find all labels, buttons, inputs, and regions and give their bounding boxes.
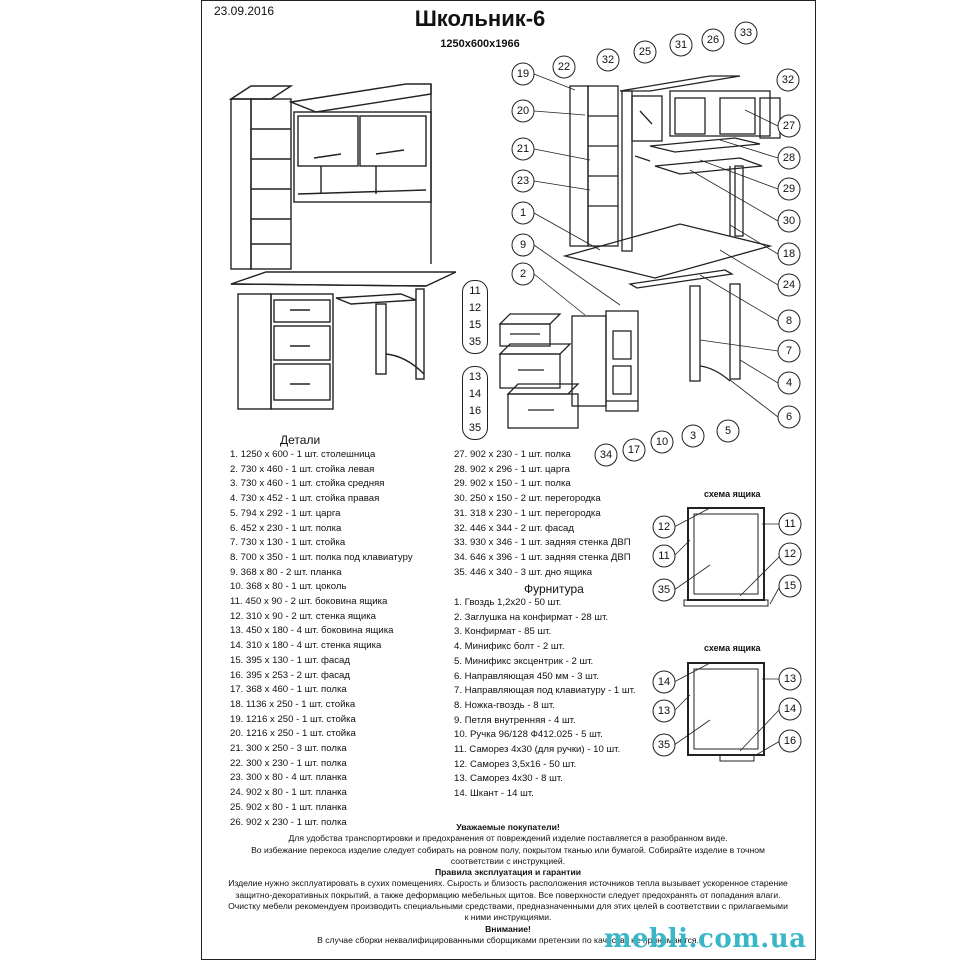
hardware-item: 1. Гвоздь 1,2х20 - 50 шт.: [454, 597, 562, 608]
svg-text:27: 27: [782, 120, 796, 132]
detail-item: 1. 1250 x 600 - 1 шт. столешница: [230, 449, 376, 460]
document-date: 23.09.2016: [214, 4, 275, 18]
callout-9: [512, 234, 534, 256]
callout-32a: [597, 49, 619, 71]
callout-32b: [777, 69, 799, 91]
detail-item: 19. 1216 x 250 - 1 шт. стойка: [230, 713, 356, 725]
svg-text:32: 32: [781, 74, 795, 86]
hardware-item: 13. Саморез 4х30 - 8 шт.: [454, 773, 563, 785]
notes-line: защитно-декоративных покрытий, а также деформацию мебельных щитов. Все поверхности следует предохранять от попадания влаги.: [235, 889, 781, 900]
detail-item: 6. 452 x 230 - 1 шт. полка: [230, 522, 342, 534]
drawer-scheme-1-diagram: [640, 500, 810, 615]
svg-text:13: 13: [783, 673, 797, 685]
callout-29: [778, 178, 800, 200]
detail-item: 32. 446 x 344 - 2 шт. фасад: [454, 522, 574, 534]
svg-text:8: 8: [785, 315, 793, 327]
callout-4: [778, 372, 800, 394]
svg-text:13: 13: [657, 705, 671, 717]
hardware-item: 9. Петля внутренняя - 4 шт.: [454, 714, 576, 726]
svg-text:5: 5: [724, 425, 732, 437]
svg-text:16: 16: [783, 735, 797, 747]
svg-text:34: 34: [599, 449, 613, 461]
scheme2-callout: [653, 734, 675, 756]
callout-23: [512, 170, 534, 192]
hardware-heading: Фурнитура: [524, 582, 584, 596]
callout-24: [778, 274, 800, 296]
hardware-item: 5. Минификс эксцентрик - 2 шт.: [454, 655, 594, 667]
callout-22: [553, 56, 575, 78]
callout-20: [512, 100, 534, 122]
detail-item: 10. 368 x 80 - 1 шт. цоколь: [230, 581, 347, 593]
detail-item: 18. 1136 x 250 - 1 шт. стойка: [230, 698, 356, 710]
svg-text:15: 15: [783, 580, 797, 592]
svg-text:12: 12: [783, 548, 797, 560]
scheme1-callout: [779, 575, 801, 597]
detail-item: 8. 700 x 350 - 1 шт. полка под клавиатуру: [230, 551, 413, 563]
svg-text:29: 29: [782, 183, 796, 195]
hardware-item: 6. Направляющая 450 мм - 3 шт.: [454, 670, 599, 682]
svg-text:35: 35: [657, 739, 671, 751]
svg-text:20: 20: [516, 105, 530, 117]
hardware-item: 10. Ручка 96/128 Ф412.025 - 5 шт.: [454, 729, 603, 741]
detail-item: 13. 450 x 180 - 4 шт. боковина ящика: [230, 625, 394, 637]
notes-line: Очистку мебели рекомендуем производить специальными средствами, предназначенными для этих целей в соответствии с прилагаемыми: [228, 901, 788, 912]
detail-item: 31. 318 x 230 - 1 шт. перегородка: [454, 507, 601, 519]
stack1-item: 11: [469, 285, 481, 297]
notes-line: Для удобства транспортировки и предохранения от повреждений изделие поставляется в разобранном виде.: [288, 833, 728, 844]
svg-text:19: 19: [516, 68, 530, 80]
detail-item: 24. 902 x 80 - 1 шт. планка: [230, 787, 347, 799]
detail-item: 16. 395 x 253 - 2 шт. фасад: [230, 669, 350, 681]
svg-text:10: 10: [655, 436, 669, 448]
product-dimensions: 1250x600x1966: [440, 38, 520, 50]
svg-text:1: 1: [519, 207, 527, 219]
callout-25: [634, 41, 656, 63]
detail-item: 22. 300 x 230 - 1 шт. полка: [230, 757, 347, 769]
drawer-scheme-2-diagram: [640, 655, 810, 770]
detail-item: 11. 450 x 90 - 2 шт. боковина ящика: [230, 596, 388, 608]
stack2-item: 13: [468, 371, 482, 383]
drawer-callout-stack-2: [462, 366, 488, 440]
detail-item: 5. 794 x 292 - 1 шт. царга: [230, 507, 341, 519]
scheme2-callout: [779, 730, 801, 752]
callout-28: [778, 147, 800, 169]
stack1-item: 35: [468, 336, 482, 348]
svg-text:25: 25: [638, 46, 652, 58]
stack2-item: 14: [468, 388, 482, 400]
svg-text:7: 7: [785, 345, 793, 357]
stack2-item: 16: [468, 405, 482, 417]
hardware-list: [454, 596, 636, 802]
callout-27: [778, 115, 800, 137]
callout-30: [778, 210, 800, 232]
hardware-item: 3. Конфирмат - 85 шт.: [454, 626, 552, 638]
notes-line: Во избежание перекоса изделие следует собирать на ровном полу, покрытом тканью или бумагой. Собирайте изделие в точном: [251, 844, 765, 855]
detail-item: 17. 368 x 460 - 1 шт. полка: [230, 684, 347, 696]
svg-text:26: 26: [706, 34, 720, 46]
svg-text:12: 12: [657, 521, 671, 533]
notes-greeting: Уважаемые покупатели!: [456, 822, 560, 832]
detail-item: 30. 250 x 150 - 2 шт. перегородка: [454, 493, 601, 505]
scheme2-callout: [653, 671, 675, 693]
svg-text:35: 35: [657, 584, 671, 596]
scheme1-callout: [653, 516, 675, 538]
callout-19: [512, 63, 534, 85]
hardware-item: 2. Заглушка на конфирмат - 28 шт.: [454, 611, 609, 623]
svg-text:14: 14: [783, 703, 797, 715]
hardware-item: 14. Шкант - 14 шт.: [454, 788, 534, 800]
svg-text:14: 14: [657, 676, 671, 688]
callout-2: [512, 263, 534, 285]
hardware-item: 12. Саморез 3,5х16 - 50 шт.: [454, 758, 577, 770]
detail-item: 7. 730 x 130 - 1 шт. стойка: [230, 537, 346, 549]
callout-31: [670, 34, 692, 56]
detail-item: 20. 1216 x 250 - 1 шт. стойка: [230, 728, 356, 740]
notes-attention: Внимание!: [485, 923, 531, 934]
callout-5: [717, 420, 739, 442]
scheme2-callout: [779, 698, 801, 720]
svg-text:24: 24: [782, 279, 796, 291]
notes-rules-title: Правила эксплуатация и гарантии: [434, 867, 582, 878]
svg-text:21: 21: [516, 143, 530, 155]
detail-item: 12. 310 x 90 - 2 шт. стенка ящика: [230, 610, 377, 622]
scheme2-callout: [779, 668, 801, 690]
hardware-item: 7. Направляющая под клавиатуру - 1 шт.: [454, 685, 636, 697]
detail-item: 35. 446 x 340 - 3 шт. дно ящика: [454, 566, 593, 578]
detail-item: 25. 902 x 80 - 1 шт. планка: [230, 801, 347, 813]
callout-6: [778, 406, 800, 428]
detail-item: 26. 902 x 230 - 1 шт. полка: [230, 816, 347, 828]
svg-text:32: 32: [601, 54, 615, 66]
callout-33: [735, 22, 757, 44]
notes-line: соответствии с инструкцией.: [450, 855, 566, 866]
svg-text:17: 17: [627, 444, 641, 456]
scheme1-callout: [653, 579, 675, 601]
scheme1-callout: [779, 513, 801, 535]
svg-text:3: 3: [689, 430, 697, 442]
callout-8: [778, 310, 800, 332]
hardware-item: 8. Ножка-гвоздь - 8 шт.: [454, 699, 555, 711]
drawer-callout-stack-1: [462, 280, 488, 354]
svg-text:11: 11: [658, 550, 670, 562]
svg-text:23: 23: [516, 175, 530, 187]
site-watermark: mebli.com.ua: [604, 924, 807, 954]
callout-1: [512, 202, 534, 224]
callout-18: [778, 243, 800, 265]
svg-text:11: 11: [784, 518, 796, 530]
notes-line: к ними инструкциями.: [464, 912, 552, 923]
scheme1-callout: [653, 545, 675, 567]
details-list-2: [454, 448, 631, 580]
detail-item: 33. 930 x 346 - 1 шт. задняя стенка ДВП: [454, 537, 631, 549]
detail-item: 3. 730 x 460 - 1 шт. стойка средняя: [230, 478, 385, 490]
detail-item: 27. 902 x 230 - 1 шт. полка: [454, 449, 571, 460]
product-title: Школьник-6: [414, 6, 546, 31]
detail-item: 28. 902 x 296 - 1 шт. царга: [454, 463, 570, 475]
detail-item: 21. 300 x 250 - 3 шт. полка: [230, 743, 347, 755]
callout-3: [682, 425, 704, 447]
detail-item: 14. 310 x 180 - 4 шт. стенка ящика: [230, 640, 382, 652]
svg-text:22: 22: [557, 61, 571, 73]
drawer-scheme-1-label: схема ящика: [704, 489, 761, 499]
svg-text:9: 9: [519, 239, 527, 251]
svg-text:18: 18: [782, 248, 796, 260]
svg-text:6: 6: [785, 411, 793, 423]
detail-item: 23. 300 x 80 - 4 шт. планка: [230, 772, 347, 784]
detail-item: 4. 730 x 452 - 1 шт. стойка правая: [230, 493, 380, 505]
svg-text:2: 2: [519, 268, 527, 280]
detail-item: 34. 646 x 396 - 1 шт. задняя стенка ДВП: [454, 551, 631, 563]
scheme1-callout: [779, 543, 801, 565]
svg-text:31: 31: [674, 39, 688, 51]
callout-7: [778, 340, 800, 362]
callout-10: [651, 431, 673, 453]
notes-line: В случае сборки неквалифицированными сборщиками претензии по качеству не принимаются.: [317, 934, 699, 945]
detail-item: 15. 395 x 130 - 1 шт. фасад: [230, 654, 350, 666]
stack1-item: 15: [468, 319, 482, 331]
hardware-item: 11. Саморез 4х30 (для ручки) - 10 шт.: [454, 744, 621, 756]
detail-item: 29. 902 x 150 - 1 шт. полка: [454, 478, 571, 490]
drawer-scheme-2-label: схема ящика: [704, 643, 761, 653]
svg-text:4: 4: [785, 377, 793, 389]
svg-text:30: 30: [782, 215, 796, 227]
scheme2-callout: [653, 700, 675, 722]
svg-text:33: 33: [739, 27, 753, 39]
hardware-item: 4. Минификс болт - 2 шт.: [454, 641, 565, 653]
callout-21: [512, 138, 534, 160]
details-list-1: [230, 448, 413, 830]
detail-item: 2. 730 x 460 - 1 шт. стойка левая: [230, 463, 375, 475]
stack2-item: 35: [468, 422, 482, 434]
details-heading: Детали: [280, 433, 321, 447]
callout-26: [702, 29, 724, 51]
stack1-item: 12: [468, 302, 482, 314]
detail-item: 9. 368 x 80 - 2 шт. планка: [230, 566, 342, 578]
svg-text:28: 28: [782, 152, 796, 164]
notes-line: Изделие нужно эксплуатировать в сухих помещениях. Сырость и близость расположения источников тепла вызывает ускоренное старение: [228, 878, 788, 889]
